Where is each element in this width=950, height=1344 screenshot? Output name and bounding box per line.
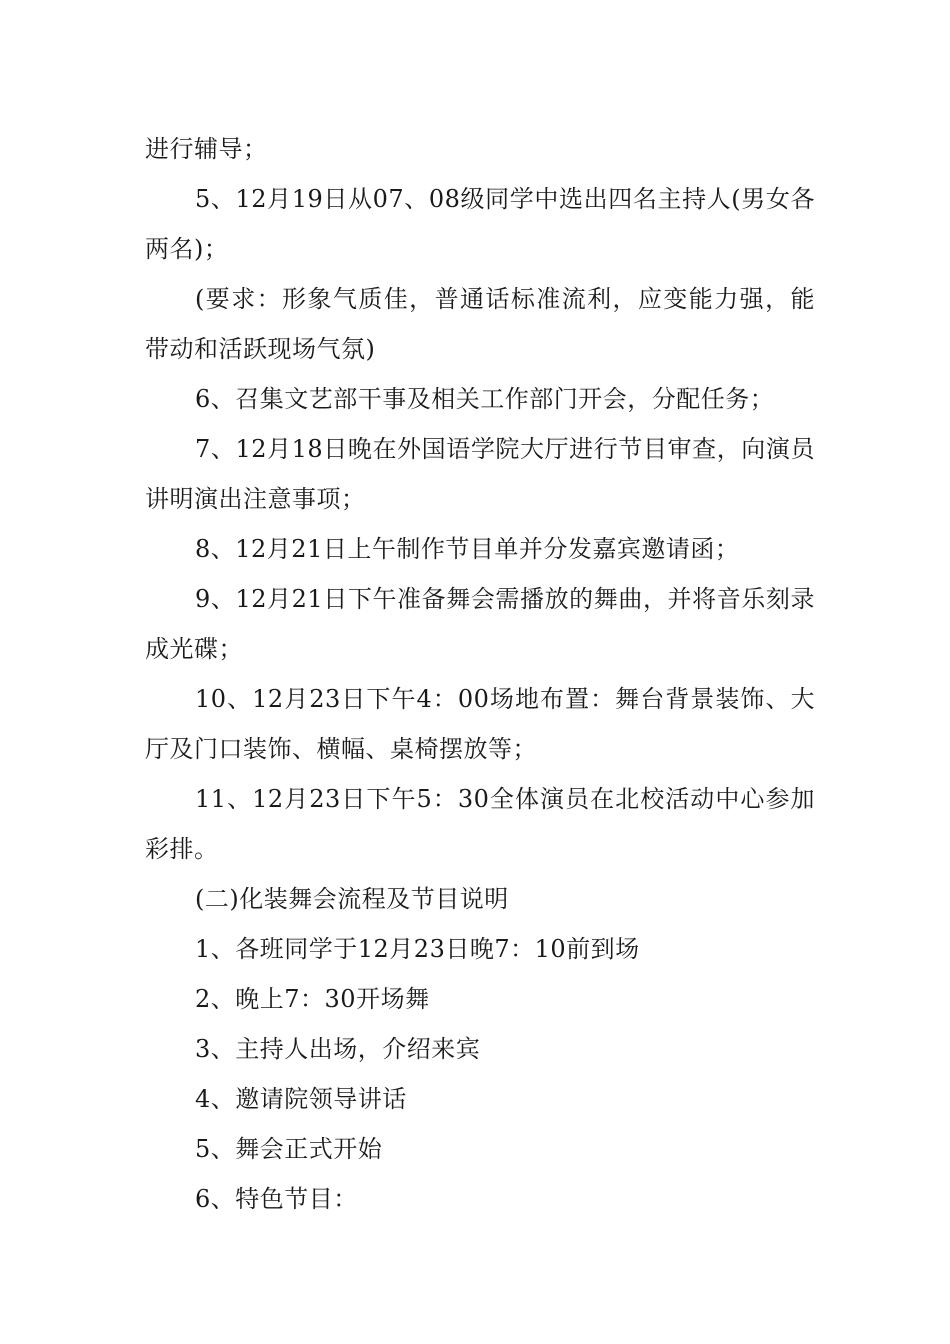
paragraph-item-9-music: 9、12月21日下午准备舞会需播放的舞曲，并将音乐刻录成光碟； bbox=[145, 585, 815, 663]
paragraph-item-7-review: 7、12月18日晚在外国语学院大厅进行节目审查，向演员讲明演出注意事项； bbox=[145, 435, 815, 513]
flow-item-4: 4、邀请院领导讲话 bbox=[195, 1085, 407, 1113]
paragraph-continuation: 进行辅导； bbox=[145, 135, 268, 163]
flow-item-1: 1、各班同学于12月23日晚7：10前到场 bbox=[195, 935, 640, 963]
paragraph-item-8-program: 8、12月21日上午制作节目单并分发嘉宾邀请函； bbox=[195, 535, 740, 563]
flow-item-3: 3、主持人出场，介绍来宾 bbox=[195, 1035, 481, 1063]
section-heading-flow: (二)化装舞会流程及节目说明 bbox=[195, 885, 509, 913]
flow-item-2: 2、晚上7：30开场舞 bbox=[195, 985, 430, 1013]
paragraph-item-6-meeting: 6、召集文艺部干事及相关工作部门开会，分配任务； bbox=[195, 385, 775, 413]
paragraph-item-11-rehearsal: 11、12月23日下午5：30全体演员在北校活动中心参加彩排。 bbox=[145, 785, 815, 863]
document-body bbox=[145, 124, 815, 1224]
paragraph-item-5-hosts: 5、12月19日从07、08级同学中选出四名主持人(男女各两名)； bbox=[145, 185, 815, 263]
paragraph-requirements: (要求：形象气质佳，普通话标准流利，应变能力强，能带动和活跃现场气氛) bbox=[145, 285, 815, 363]
paragraph-item-10-venue: 10、12月23日下午4：00场地布置：舞台背景装饰、大厅及门口装饰、横幅、桌椅摆放等； bbox=[145, 685, 815, 763]
flow-item-6: 6、特色节目： bbox=[195, 1185, 358, 1213]
flow-item-5: 5、舞会正式开始 bbox=[195, 1135, 383, 1163]
